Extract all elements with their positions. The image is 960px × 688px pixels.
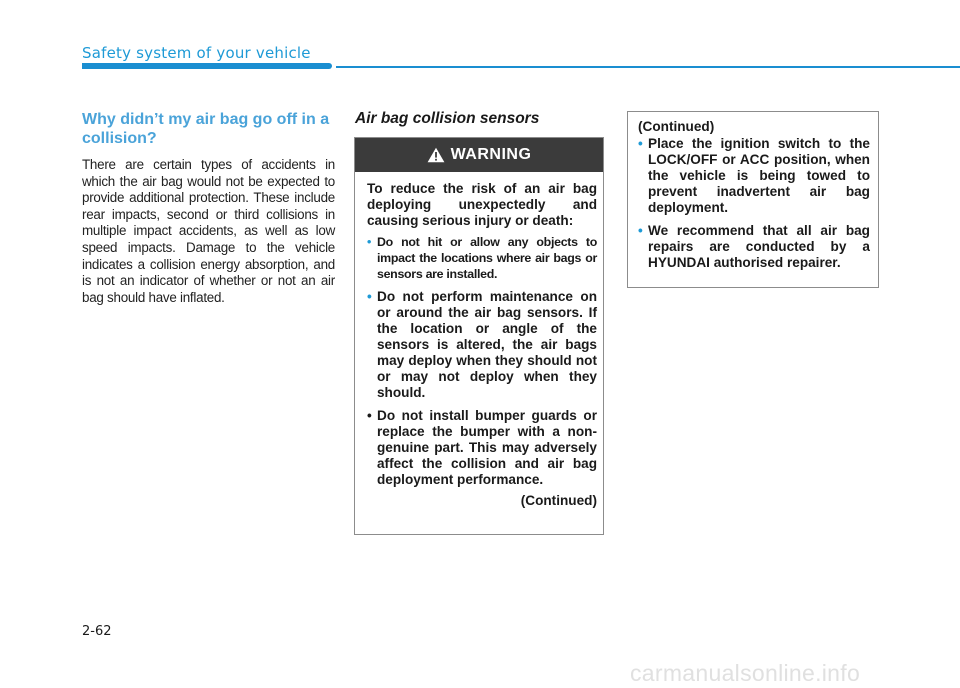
warning-body — [355, 172, 603, 508]
list-item: • We recommend that all air bag repairs are conducted by a HYUNDAI authorised repairer. — [638, 223, 870, 270]
bullet-icon: • — [367, 408, 372, 423]
bullet-icon: • — [367, 235, 372, 249]
section-title: Safety system of your vehicle — [82, 44, 311, 62]
airbag-question-heading: Why didn’t my air bag go off in a collision? — [82, 111, 330, 147]
page-number: 2-62 — [82, 624, 112, 639]
continued-label: (Continued) — [520, 493, 597, 508]
collision-sensors-heading: Air bag collision sensors — [355, 110, 540, 127]
column-left — [82, 110, 335, 306]
bullet-icon: • — [638, 223, 643, 238]
warning-title: WARNING — [450, 146, 532, 163]
bullet-icon: • — [367, 289, 372, 304]
warning-box — [354, 137, 604, 535]
warning-intro: To reduce the risk of an air bag deploying unexpectedly and causing serious injury or death: — [367, 181, 597, 228]
airbag-question-body: There are certain types of accidents in which the air bag would not be expected to provide additional protection. These include rear impacts, second or third collisions in multiple impact accidents, as well as low speed impacts. Damage to the vehicle indicates a collision energy absorption, and is not an indicator of whether or not an air bag should have inflated. — [82, 157, 335, 305]
bullet-icon: • — [638, 136, 643, 151]
warning-continued-box — [627, 111, 879, 288]
header-rule-thick — [82, 63, 332, 69]
list-item: • Place the ignition switch to the LOCK/OFF or ACC position, when the vehicle is being towed to prevent inadvertent air bag deployment. — [638, 136, 870, 215]
header-rule-thin — [336, 66, 960, 68]
continued-label: (Continued) — [638, 119, 715, 134]
warning-triangle-icon — [427, 147, 445, 163]
continued-list — [638, 136, 870, 271]
list-item: • Do not perform maintenance on or around the air bag sensors. If the location or angle of the sensors is altered, the air bags may deploy when they should not or may not deploy when they should. — [367, 289, 597, 400]
warning-list — [367, 234, 597, 488]
list-item: • Do not install bumper guards or replace the bumper with a non-genuine part. This may adversely affect the collision and air bag deployment performance. — [367, 408, 597, 487]
list-item: • Do not hit or allow any objects to impact the locations where air bags or sensors are installed. — [367, 235, 597, 281]
warning-header — [355, 138, 603, 172]
watermark: carmanualsonline.info — [630, 660, 861, 686]
